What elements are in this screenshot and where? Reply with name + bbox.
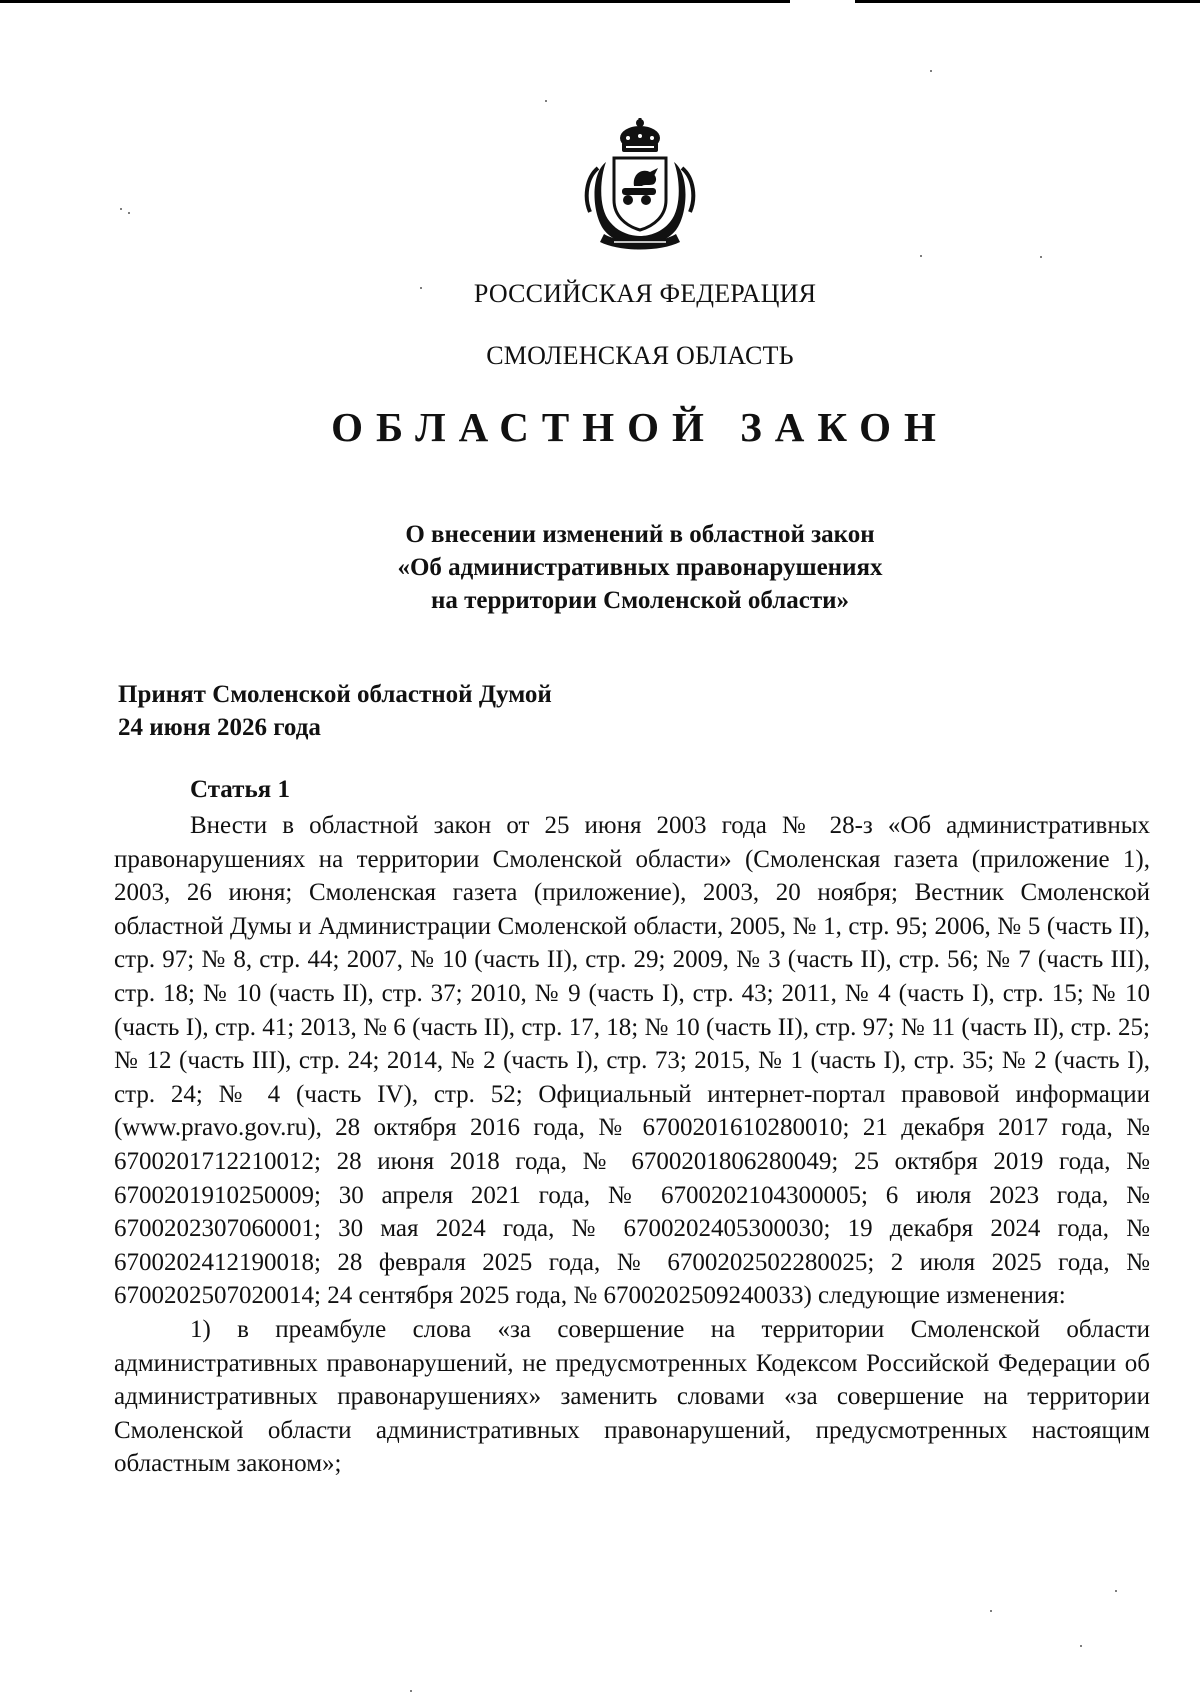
scan-speck (930, 70, 932, 72)
law-title-line-2: «Об административных правонарушениях (397, 554, 883, 581)
scan-speck (120, 208, 122, 210)
law-title-line-1: О внесении изменений в областной закон (405, 521, 875, 548)
scan-speck (410, 1690, 412, 1692)
article-paragraph: 1) в преамбуле слова «за совершение на территории Смоленской области административных правонарушений, не предусмотренных Кодексом Российской Федерации об административных правонарушениях» заменить словами «за совершение на территории Смоленской области административных правонарушений, предусмотренных настоящим областным законом»; (114, 1315, 1150, 1478)
law-title-line-3: на территории Смоленской области» (430, 587, 850, 614)
article-paragraph: Внести в областной закон от 25 июня 2003 года № 28-з «Об административных правонарушениях на территории Смоленской области» (Смоленская газета (приложение 1), 2003, 26 июня; Смоленская газета (приложение), 2003, 20 ноября; Вестник Смоленской областной Думы и Администрации Смоленской области, 2005, № 1, стр. 95; 2006, № 5 (часть II), стр. 97; № 8, стр. 44; 2007, № 10 (часть II), стр. 29; 2009, № 3 (часть II), стр. 56; № 7 (часть III), стр. 18; № 10 (часть II), стр. 37; 2010, № 9 (часть I), стр. 43; 2011, № 4 (часть I), стр. 15; № 10 (часть I), стр. 41; 2013, № 6 (часть II), стр. 17, 18; № 10 (часть II), стр. 97; № 11 (часть II), стр. 25; № 12 (часть III), стр. 24; 2014, № 2 (часть I), стр. 73; 2015, № 1 (часть I), стр. 35; № 2 (часть I), стр. 24; № 4 (часть IV), стр. 52; Официальный интернет-портал правовой информации (www.pravo.gov.ru), 28 октября 2016 года, № 6700201610280010; 21 декабря 2017 года, № 6700201712210012; 28 июня 2018 года, № 6700201806280049; 25 октября 2019 года, № 6700201910250009; 30 апреля 2021 года, № 6700202104300005; 6 июля 2023 года, № 6700202307060001; 30 мая 2024 года, № 6700202405300030; 19 декабря 2024 года, № 6700202412190018; 28 февраля 2025 года, № 6700202502280025; 2 июля 2025 года, № 6700202507020014; 24 сентября 2025 года, № 6700202509240033) следующие изменения: (114, 812, 1150, 1310)
article-title: Статья 1 (190, 776, 290, 803)
adoption-block (118, 678, 552, 744)
scan-speck (920, 255, 922, 257)
adoption-line-1: Принят Смоленской областной Думой (118, 681, 552, 708)
smolensk-coat-of-arms-icon (584, 118, 696, 252)
scan-edge-line (0, 0, 1200, 3)
scan-speck (128, 212, 130, 214)
document-type-title: ОБЛАСТНОЙ ЗАКОН (331, 404, 949, 450)
scan-speck (1115, 1590, 1117, 1592)
scan-speck (545, 100, 547, 102)
scan-speck (1080, 1645, 1082, 1647)
scan-speck (990, 1610, 992, 1612)
header-region: СМОЛЕНСКАЯ ОБЛАСТЬ (486, 341, 794, 370)
scan-edge-gap (790, 0, 855, 3)
adoption-date: 24 июня 2026 года (118, 714, 321, 741)
article-body (114, 809, 1150, 1481)
header-federation: РОССИЙСКАЯ ФЕДЕРАЦИЯ (473, 279, 817, 308)
scan-speck (1040, 256, 1042, 258)
